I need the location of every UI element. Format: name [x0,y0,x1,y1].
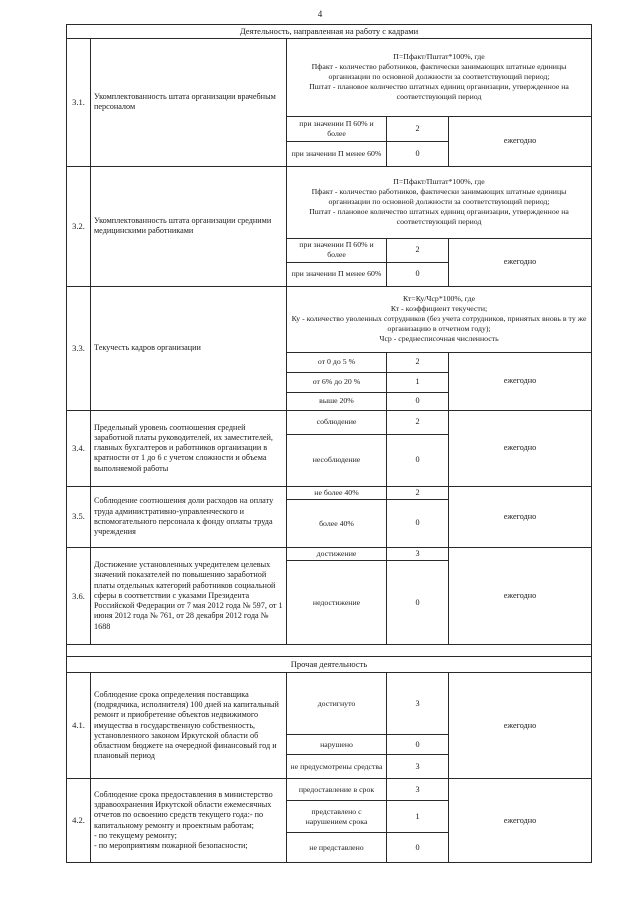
score: 0 [387,434,449,486]
score: 3 [387,547,449,560]
criterion: недостижение [287,561,387,645]
period: ежегодно [449,116,592,166]
criterion: соблюдение [287,410,387,434]
row-number: 3.6. [67,547,91,644]
criterion: не предусмотрены средства [287,755,387,779]
row-number: 3.4. [67,410,91,486]
period: ежегодно [449,779,592,863]
indicator-name: Соблюдение срока предоставления в министерство здравоохранения Иркутской области ежемесячных отчетов по освоению средств текущего года:- по капитальному ремонту и проектным работам; - по текущему ремонту; - по мероприятиям пожарной безопасности; [91,779,287,863]
criterion: при значении П менее 60% [287,262,387,286]
formula: П=Пфакт/Пштат*100%, где Пфакт - количество работников, фактически занимающих штатные единицы организации по основной должности за соответствующий период; Пштат - плановое количество штатных единиц организации, утвержденное на соответствующий период [287,38,592,116]
criterion: достижение [287,547,387,560]
period: ежегодно [449,238,592,286]
indicator-name: Укомплектованность штата организации средними медицинскими работниками [91,166,287,286]
criterion: достигнуто [287,673,387,735]
criterion: более 40% [287,499,387,547]
score: 0 [387,392,449,410]
row-number: 4.2. [67,779,91,863]
row-number: 4.1. [67,673,91,779]
criterion: не представлено [287,833,387,863]
score: 3 [387,779,449,801]
criterion: от 0 до 5 % [287,352,387,372]
criterion: предоставление в срок [287,779,387,801]
period: ежегодно [449,486,592,547]
criterion: несоблюдение [287,434,387,486]
period: ежегодно [449,673,592,779]
score: 3 [387,755,449,779]
period: ежегодно [449,410,592,486]
score: 0 [387,833,449,863]
page-number: 4 [317,9,323,19]
row-number: 3.3. [67,286,91,410]
score: 2 [387,238,449,262]
score: 0 [387,499,449,547]
criterion: от 6% до 20 % [287,372,387,392]
indicator-name: Соблюдение срока определения поставщика (подрядчика, исполнителя) 100 дней на капитальный ремонт и приобретение объектов недвижимого имущества в государственную собственность, установленного законом Иркутской области об областном бюджете на очередной финансовый год и плановый период [91,673,287,779]
criterion: при значении П 60% и более [287,238,387,262]
score: 2 [387,116,449,141]
formula: Кт=Ку/Чср*100%, где Кт - коэффициент текучести; Ку - количество уволенных сотрудников (без учета сотрудников, принятых вновь в ту же организацию в отчетном году); Чср - среднесписочная численность [287,286,592,352]
score: 2 [387,486,449,499]
indicator-name: Предельный уровень соотношения средней заработной платы руководителей, их заместителей, главных бухгалтеров и работников организации в кратности от 1 до 6 с учетом сложности и объема выполняемой работы [91,410,287,486]
criterion: представлено с нарушением срока [287,801,387,833]
score: 0 [387,735,449,755]
period: ежегодно [449,352,592,410]
row-number: 3.1. [67,38,91,166]
section-header: Прочая деятельность [67,657,592,673]
score: 0 [387,141,449,166]
spacer-row [67,645,592,657]
criterion: при значении П 60% и более [287,116,387,141]
indicator-name: Достижение установленных учредителем целевых значений показателей по повышению заработной платы отдельных категорий работников социальной сферы в соответствии с указами Президента Российской Федерации от 7 мая 2012 года № 597, от 1 июня 2012 года № 761, от 28 декабря 2012 года № 1688 [91,547,287,644]
score: 1 [387,801,449,833]
score: 0 [387,262,449,286]
period: ежегодно [449,547,592,644]
indicator-name: Текучесть кадров организации [91,286,287,410]
score: 3 [387,673,449,735]
row-number: 3.2. [67,166,91,286]
indicators-table [66,24,592,863]
score: 2 [387,352,449,372]
formula: П=Пфакт/Пштат*100%, где Пфакт - количество работников, фактически занимающих штатные единицы организации по основной должности за соответствующий период; Пштат - плановое количество штатных единиц организации, утвержденное на соответствующий период [287,166,592,238]
indicator-name: Укомплектованность штата организации врачебным персоналом [91,38,287,166]
criterion: нарушено [287,735,387,755]
indicator-name: Соблюдение соотношения доли расходов на оплату труда административно-управленческого и вспомогательного персонала к фонду оплаты труда учреждения [91,486,287,547]
criterion: выше 20% [287,392,387,410]
row-number: 3.5. [67,486,91,547]
criterion: не более 40% [287,486,387,499]
score: 0 [387,561,449,645]
score: 1 [387,372,449,392]
score: 2 [387,410,449,434]
section-header: Деятельность, направленная на работу с кадрами [67,25,592,39]
criterion: при значении П менее 60% [287,141,387,166]
